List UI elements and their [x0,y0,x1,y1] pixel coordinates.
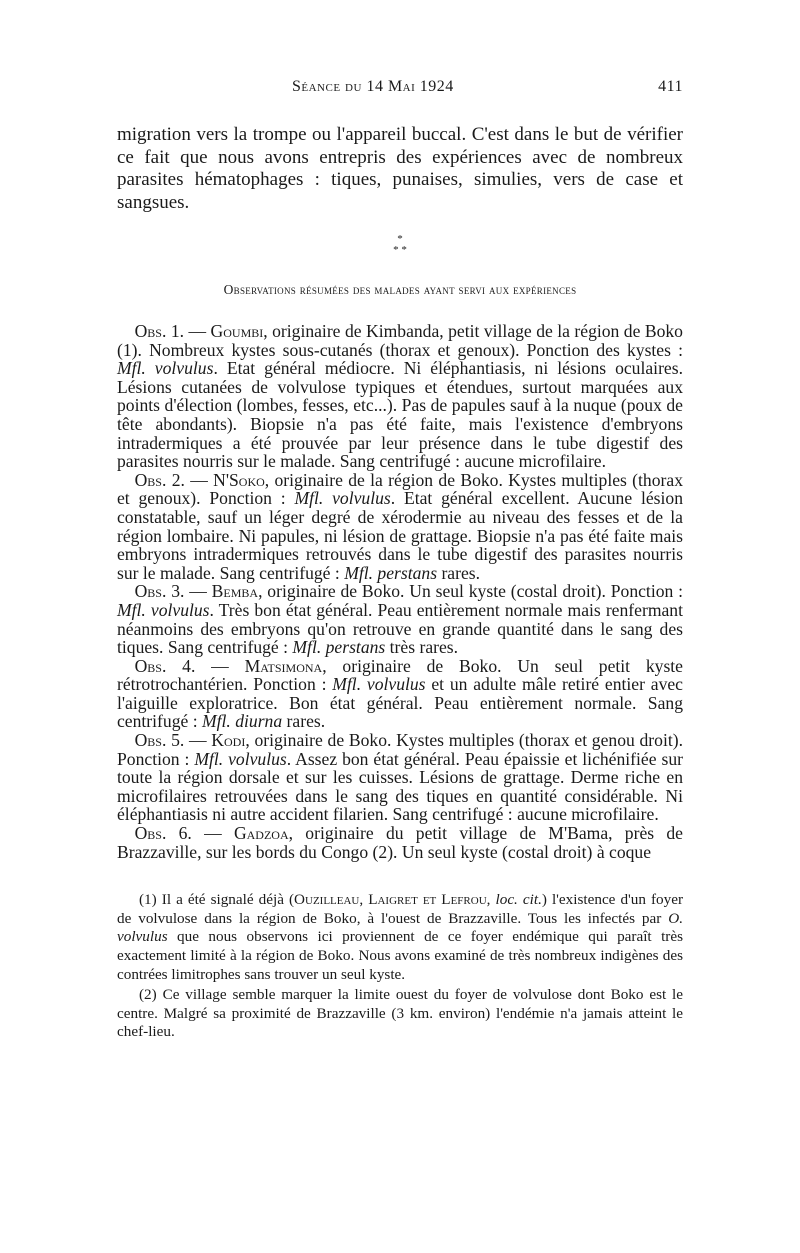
footnote-2 [117,986,683,1042]
observation-5: Obs. 5. — Kodi, originaire de Boko. Kystes multiples (thorax et genou droit). Ponction : Mfl. volvulus. Assez bon état général. Peau épaissie et lichénifiée sur toute la région dorsale et sur les cuisses. Lésions de grattage. Derme riche en microfilaires retrouvées dans le sang des tiques en quantité considérable. Ni éléphantiasis ni autre accident filarien. Sang centrifugé : aucune microfilaire. [117,730,683,825]
obs-indent [117,321,135,341]
obs-label: Obs. 6. [134,823,192,844]
obs-text: et un adulte mâle retiré entier avec l'aiguille exploratrice. Bon état général. Peau entièrement normale. Sang centrifugé : [117,674,683,732]
obs-label: Obs. 4. [134,655,196,676]
intro-text: migration vers la trompe ou l'appareil buccal. C'est dans le but de vérifier ce fait que nous avons entrepris des expériences avec de nombreux parasites hématophages : tiques, punaises, simulies, vers de case et sangsues. [117,124,683,213]
obs-text: . Etat général excellent. Aucune lésion constatable, sauf un léger degré de xérodermie au niveau des fesses et de la région lombaire. Ni papules, ni lésion de grattage. Biopsie n'a pas été faite mais embryons intradermiques retrouvés dans le tube digestif des parasites nourris sur le malade. Sang centrifugé : [117,488,683,583]
obs-text: . Très bon état général. Peau entièrement normale mais renfermant néanmoins des embryons qu'on retrouve en grande quantité dans le sang des tiques. Sang centrifugé : [117,599,683,658]
footnote-text: Ce village semble marquer la limite ouest du foyer de volvulose dont Boko est le centre. Malgré sa proximité de Brazzaville (3 km. environ) l'endémie n'a jamais atteint le chef-lieu. [117,986,683,1041]
obs-indent [117,656,135,676]
observation-3: Obs. 3. — Bemba, originaire de Boko. Un seul kyste (costal droit). Ponction : Mfl. volvulus. Très bon état général. Peau entièrement normale mais renfermant néanmoins des embryons qu'on retrouve en grande quantité dans le sang des tiques. Sang centrifugé : Mfl. perstans très rares. [117,581,684,658]
patient-name: Bemba [211,581,259,602]
obs-text: , originaire de la région de Boko. Kystes multiples (thorax et genoux). Ponction : [117,469,683,509]
obs-text: rares. [282,711,326,732]
patient-name: Gadzoa [233,823,289,844]
obs-label: Obs. 3. [134,581,185,602]
observation-2: Obs. 2. — N'Soko, originaire de la région de Boko. Kystes multiples (thorax et genoux). Ponction : Mfl. volvulus. Etat général excellent. Aucune lésion constatable, sauf un léger degré de xérodermie au niveau des fesses et de la région lombaire. Ni papules, ni lésion de grattage. Biopsie n'a pas été faite mais embryons intradermiques retrouvés dans le tube digestif des parasites nourris sur le malade. Sang centrifugé : Mfl. perstans rares. [117,469,683,583]
obs-species: Mfl. volvulus [294,488,391,509]
footnote-authors: Ouzilleau, Laigret et Lefrou [294,891,487,909]
obs-label: Obs. 5. [134,730,185,751]
obs-text: . Etat général médiocre. Ni éléphantiasis, ni lésions oculaires. Lésions cutanées de volvulose typiques et étendues, surtout marquées aux points d'élection (lombes, fesses, etc...). Pas de papules sauf à la nuque (poux de tête abondants). Biopsie n'a pas été faite, mais l'existence d'embryons intradermiques a été prouvée par leur présence dans le tube digestif des parasites nourris sur le malade. Sang centrifugé : aucune microfilaire. [117,358,683,472]
section-heading: Observations résumées des malades ayant servi aux expériences [223,282,577,297]
obs-label: Obs. 2. [134,469,185,490]
obs-text: , originaire de Boko. Kystes multiples (thorax et genou droit). Ponction : [117,730,683,769]
obs-indent [117,823,135,843]
footnote-text: que nous observons ici proviennent de ce foyer endémique qui paraît très exactement limité à la région de Boko. Nous avons examiné de très nombreux indigènes des contrées limitrophes sans trouver un seul kyste. [117,928,683,983]
obs-species: Mfl. perstans [344,562,438,583]
patient-name: Goumbi [210,321,264,341]
asterism [117,234,683,256]
footnote-citation: loc. cit. [495,891,542,909]
asterism-bottom: * * [393,244,407,256]
obs-text: , originaire du petit village de M'Bama, près de Brazzaville, sur les bords du Congo (2). Un seul kyste (costal droit) à coque [117,823,683,862]
footnote-text: , [486,891,496,909]
observation-6: Obs. 6. — Gadzoa, originaire du petit village de M'Bama, près de Brazzaville, sur les bords du Congo (2). Un seul kyste (costal droit) à coque [117,823,683,862]
footnote-mark: (2) [139,986,157,1004]
obs-indent [117,581,135,601]
obs-species: Mfl. volvulus [332,674,426,695]
obs-text: , originaire de Boko. Un seul petit kyste rétrotrochantérien. Ponction : [117,655,683,695]
obs-indent [117,730,135,750]
obs-indent [117,470,135,490]
obs-species: Mfl. diurna [202,711,283,732]
observations-list [117,322,683,861]
page-number: 411 [658,78,683,95]
footnote-text: Il a été signalé déjà ( [161,891,295,909]
observation-1: Obs. 1. — Goumbi, originaire de Kimbanda, petit village de la région de Boko (1). Nombreux kystes sous-cutanés (thorax et genoux). Ponction des kystes : Mfl. volvulus. Etat général médiocre. Ni éléphantiasis, ni lésions oculaires. Lésions cutanées de volvulose typiques et étendues, surtout marquées aux points d'élection (lombes, fesses, etc...). Pas de papules sauf à la nuque (poux de tête abondants). Biopsie n'a pas été faite, mais l'existence d'embryons intradermiques a été prouvée par leur présence dans le tube digestif des parasites nourris sur le malade. Sang centrifugé : aucune microfilaire. [117,321,683,472]
obs-text: , originaire de Boko. Un seul kyste (costal droit). Ponction : [258,581,684,602]
obs-text: , originaire de Kimbanda, petit village de la région de Boko (1). Nombreux kystes sous-cutanés (thorax et genoux). Ponction des kystes : [117,321,683,360]
obs-label: Obs. 1. [134,321,185,341]
patient-name: Kodi [211,730,246,751]
footnote-1 [117,891,683,984]
obs-text: rares. [437,562,481,583]
obs-species: Mfl. perstans [292,637,386,658]
asterism-top: * [397,233,403,245]
page [117,78,683,1044]
footnotes [117,891,683,1042]
obs-text: très rares. [385,637,459,658]
footnote-mark: (1) [139,891,157,909]
patient-name: Matsimona [244,655,323,676]
footnote-text: ) l'existence d'un foyer de volvulose dans la région de Boko, à l'ouest de Brazzaville. Tous les infectés par [117,891,684,927]
running-header [117,78,683,100]
intro-paragraph [117,124,683,214]
observation-4: Obs. 4. — Matsimona, originaire de Boko. Un seul petit kyste rétrotrochantérien. Ponction : Mfl. volvulus et un adulte mâle retiré entier avec l'aiguille exploratrice. Bon état général. Peau entièrement normale. Sang centrifugé : Mfl. diurna rares. [117,655,683,732]
running-title: Séance du 14 Mai 1924 [292,78,454,95]
obs-species: Mfl. volvulus [117,358,214,379]
obs-text: . Assez bon état général. Peau épaissie et lichénifiée sur toute la région dorsale et sur les cuisses. Lésions de grattage. Derme riche en microfilaires retrouvées dans le sang des tiques en quantité considérable. Ni éléphantiasis ni autre accident filarien. Sang centrifugé : aucune microfilaire. [117,748,683,825]
patient-name: N'Soko [213,469,265,490]
obs-species: Mfl. volvulus [194,748,287,769]
obs-species: Mfl. volvulus [117,599,210,620]
footnote-species: O. volvulus [117,909,683,946]
